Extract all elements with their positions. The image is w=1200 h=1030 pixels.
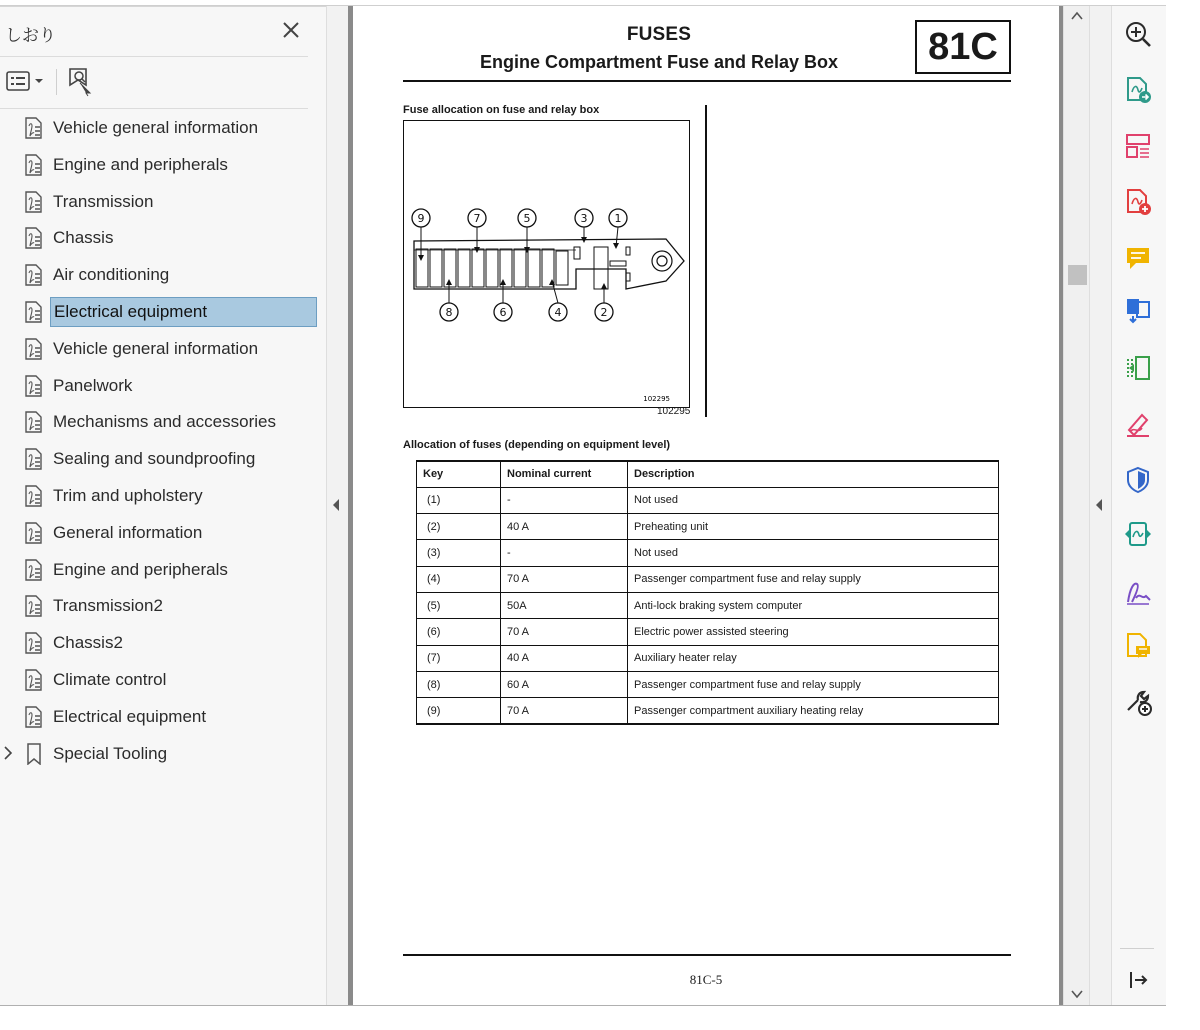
cell-nominal-current: 60 A <box>501 671 628 697</box>
bookmark-list <box>0 108 326 770</box>
bookmark-label: Transmission2 <box>53 596 163 616</box>
bookmark-page-icon <box>24 338 44 360</box>
bookmark-item[interactable] <box>0 218 326 255</box>
table-caption: Allocation of fuses (depending on equipment level) <box>403 439 671 451</box>
cell-description: Auxiliary heater relay <box>628 645 999 671</box>
column-header-key: Key <box>417 461 501 487</box>
bookmark-page-icon <box>24 595 44 617</box>
table-row <box>417 698 999 724</box>
bookmark-page-icon <box>24 227 44 249</box>
cell-nominal-current: 40 A <box>501 514 628 540</box>
fuse-allocation-table <box>416 460 999 725</box>
callout-label: 7 <box>473 212 481 225</box>
bookmark-item[interactable] <box>0 476 326 513</box>
cell-description: Anti-lock braking system computer <box>628 592 999 618</box>
figure-divider <box>705 105 707 417</box>
bookmark-label: Panelwork <box>53 375 133 395</box>
bookmark-label: Vehicle general information <box>53 338 259 358</box>
cell-description: Preheating unit <box>628 514 999 540</box>
table-row <box>417 487 999 513</box>
fuse-box-outline <box>414 239 684 289</box>
chevron-right-icon[interactable] <box>2 745 14 761</box>
page-number: 81C-5 <box>689 972 723 987</box>
header-rule <box>403 80 1011 82</box>
table-row <box>417 645 999 671</box>
footer-rule <box>403 954 1011 956</box>
bookmark-page-icon <box>24 154 44 176</box>
cell-description: Not used <box>628 540 999 566</box>
bookmark-item[interactable] <box>0 439 326 476</box>
bookmark-options-icon[interactable] <box>6 69 46 93</box>
page-subtitle: Engine Compartment Fuse and Relay Box <box>479 52 839 72</box>
bookmark-label: Climate control <box>53 669 167 689</box>
page-title: FUSES <box>626 24 692 45</box>
bookmark-page-icon <box>24 411 44 433</box>
scrollbar-thumb[interactable] <box>1068 265 1087 285</box>
bookmark-label: Electrical equipment <box>50 297 317 327</box>
cell-key: (2) <box>417 514 501 540</box>
bookmark-item[interactable] <box>0 108 326 145</box>
bookmark-item[interactable] <box>0 623 326 660</box>
callout-label: 9 <box>417 212 425 225</box>
send-for-comments-icon[interactable] <box>1124 632 1152 660</box>
scroll-down-icon[interactable] <box>1070 988 1084 1000</box>
bookmark-item[interactable] <box>0 550 326 587</box>
bookmark-label: Special Tooling <box>53 743 168 763</box>
power-stud-icon <box>652 251 672 271</box>
collapse-tools-icon[interactable] <box>1124 966 1152 994</box>
figure-caption: Fuse allocation on fuse and relay box <box>403 104 600 116</box>
bookmark-page-icon <box>24 375 44 397</box>
callout-5 <box>518 209 536 253</box>
table-row <box>417 514 999 540</box>
bookmark-item[interactable] <box>0 734 326 771</box>
cell-nominal-current: 70 A <box>501 566 628 592</box>
tools-divider <box>1120 948 1154 949</box>
cell-key: (5) <box>417 592 501 618</box>
zoom-in-icon[interactable] <box>1124 20 1152 48</box>
figure-id: 102295 <box>657 406 691 417</box>
bookmark-item[interactable] <box>0 145 326 182</box>
combine-files-icon[interactable] <box>1124 296 1152 324</box>
panel-divider <box>0 56 308 57</box>
table-row <box>417 619 999 645</box>
callout-label: 2 <box>600 306 608 319</box>
bookmark-icon <box>24 743 44 765</box>
bookmark-item[interactable] <box>0 366 326 403</box>
bookmark-page-icon <box>24 448 44 470</box>
bookmark-page-icon <box>24 264 44 286</box>
more-tools-icon[interactable] <box>1124 688 1152 716</box>
bookmark-label: Trim and upholstery <box>53 485 203 505</box>
fuse-table-body <box>417 487 999 724</box>
bookmark-page-icon <box>24 632 44 654</box>
bookmark-label: Electrical equipment <box>53 706 207 726</box>
cell-description: Passenger compartment fuse and relay supply <box>628 671 999 697</box>
cell-nominal-current: - <box>501 540 628 566</box>
cell-nominal-current: - <box>501 487 628 513</box>
cell-key: (7) <box>417 645 501 671</box>
cell-description: Electric power assisted steering <box>628 619 999 645</box>
bookmark-page-icon <box>24 191 44 213</box>
organize-pages-icon[interactable] <box>1124 132 1152 160</box>
callout-3 <box>575 209 593 243</box>
cell-key: (4) <box>417 566 501 592</box>
bookmark-item[interactable] <box>0 182 326 219</box>
cell-description: Passenger compartment auxiliary heating relay <box>628 698 999 724</box>
bookmark-label: Mechanisms and accessories <box>53 412 276 432</box>
cell-key: (9) <box>417 698 501 724</box>
callout-6 <box>494 279 512 321</box>
bookmark-item[interactable] <box>0 660 326 697</box>
column-header-nominal-current: Nominal current <box>501 461 628 487</box>
table-row <box>417 671 999 697</box>
find-bookmark-icon[interactable] <box>66 67 94 97</box>
cell-nominal-current: 50A <box>501 592 628 618</box>
cell-key: (8) <box>417 671 501 697</box>
fuse-box-figure <box>403 120 690 408</box>
send-for-review-icon[interactable] <box>1124 520 1152 548</box>
create-pdf-icon[interactable] <box>1124 188 1152 216</box>
callout-label: 4 <box>554 306 562 319</box>
export-pdf-icon[interactable] <box>1124 76 1152 104</box>
bookmark-page-icon <box>24 559 44 581</box>
scroll-up-icon[interactable] <box>1070 10 1084 22</box>
table-header-row <box>417 461 999 487</box>
callout-8 <box>440 279 458 321</box>
bookmark-label: Engine and peripherals <box>53 559 228 579</box>
bookmark-item[interactable] <box>0 329 326 366</box>
cell-description: Not used <box>628 487 999 513</box>
bookmarks-panel-title: しおり <box>5 26 56 46</box>
bookmark-page-icon <box>24 706 44 728</box>
toolbar-divider <box>56 69 57 95</box>
bookmark-label: Engine and peripherals <box>53 154 228 174</box>
close-icon[interactable] <box>280 19 302 41</box>
cell-key: (1) <box>417 487 501 513</box>
bookmark-page-icon <box>24 485 44 507</box>
collapse-left-icon[interactable] <box>331 498 341 512</box>
table-row <box>417 566 999 592</box>
compress-icon[interactable] <box>1124 354 1152 382</box>
callout-label: 6 <box>499 306 507 319</box>
bookmark-item[interactable] <box>0 697 326 734</box>
cell-nominal-current: 70 A <box>501 619 628 645</box>
protect-icon[interactable] <box>1124 466 1152 494</box>
collapse-right-pane-icon[interactable] <box>1094 498 1104 512</box>
table-row <box>417 592 999 618</box>
signature-icon[interactable] <box>1124 578 1152 606</box>
bookmark-label: Sealing and soundproofing <box>53 449 256 469</box>
document-page <box>353 6 1059 1006</box>
cell-nominal-current: 40 A <box>501 645 628 671</box>
table-row <box>417 540 999 566</box>
bookmark-label: Transmission <box>53 191 154 211</box>
bookmark-item[interactable] <box>0 586 326 623</box>
section-badge: 81C <box>915 20 1011 74</box>
bookmark-page-icon <box>24 301 44 323</box>
cell-nominal-current: 70 A <box>501 698 628 724</box>
bookmark-label: General information <box>53 522 203 542</box>
bookmark-item[interactable] <box>0 255 326 292</box>
window-bottom-border <box>0 1005 1166 1006</box>
bookmark-label: Chassis2 <box>53 633 123 653</box>
bookmark-item[interactable] <box>0 513 326 550</box>
column-header-description: Description <box>628 461 999 487</box>
cell-key: (3) <box>417 540 501 566</box>
bookmark-page-icon <box>24 669 44 691</box>
bookmark-label: Chassis <box>53 228 114 248</box>
bookmark-item[interactable] <box>0 292 326 329</box>
figure-id-inner: 102295 <box>643 395 670 403</box>
bookmark-label: Air conditioning <box>53 265 170 285</box>
callout-label: 3 <box>580 212 588 225</box>
comment-icon[interactable] <box>1124 244 1152 272</box>
cell-description: Passenger compartment fuse and relay supply <box>628 566 999 592</box>
callout-9 <box>412 209 430 261</box>
callout-7 <box>468 209 486 253</box>
callout-1 <box>609 209 627 249</box>
callout-label: 1 <box>614 212 622 225</box>
callout-label: 5 <box>523 212 531 225</box>
bookmark-item[interactable] <box>0 402 326 439</box>
fuse-box-diagram <box>404 121 689 407</box>
bookmark-page-icon <box>24 117 44 139</box>
bookmark-label: Vehicle general information <box>53 118 259 137</box>
callout-label: 8 <box>445 306 453 319</box>
cell-key: (6) <box>417 619 501 645</box>
fill-sign-icon[interactable] <box>1124 410 1152 438</box>
vertical-scrollbar[interactable] <box>1063 6 1089 1006</box>
bookmark-page-icon <box>24 522 44 544</box>
